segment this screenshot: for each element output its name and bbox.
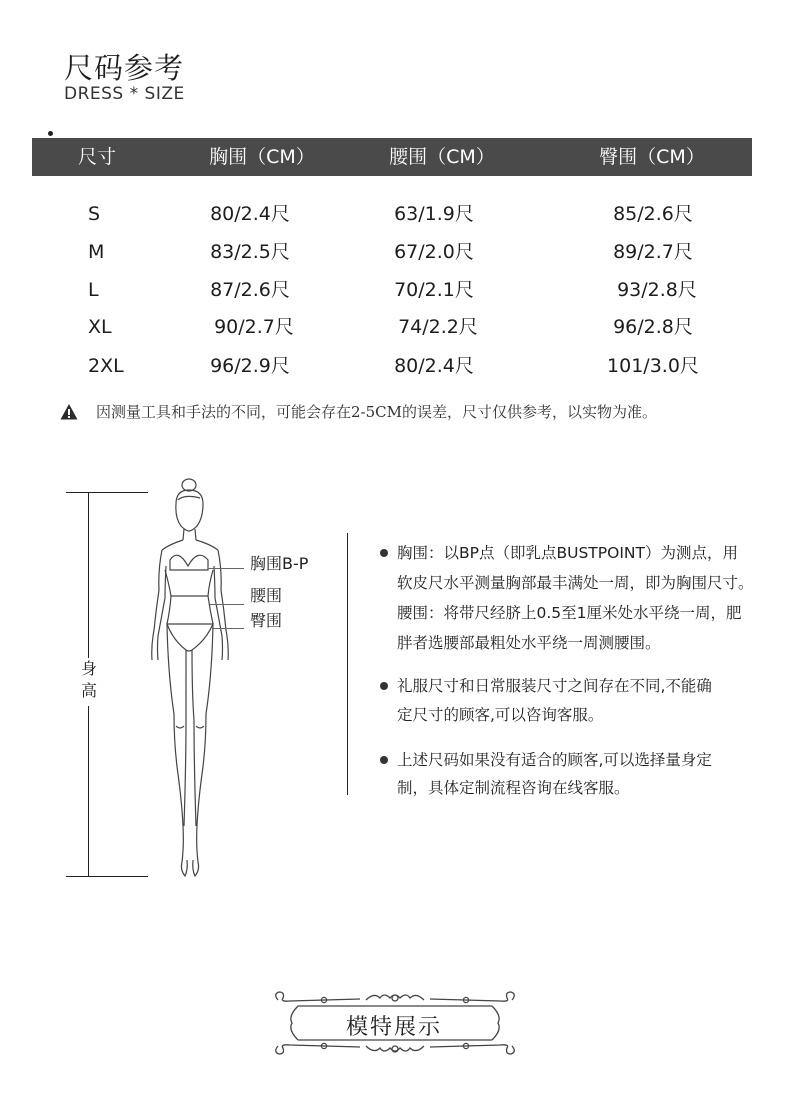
notes-divider bbox=[347, 533, 348, 795]
table-row bbox=[32, 351, 752, 381]
waist-cell: 74/2.2尺 bbox=[398, 316, 478, 338]
waist-label: 腰围 bbox=[250, 586, 283, 605]
size-cell: 2XL bbox=[88, 355, 124, 377]
table-row bbox=[32, 275, 752, 305]
bust-cell: 83/2.5尺 bbox=[210, 241, 290, 263]
column-header-hip: 臀围（CM） bbox=[599, 146, 705, 168]
waist-cell: 70/2.1尺 bbox=[394, 279, 474, 301]
table-row bbox=[32, 312, 752, 342]
note-line: 礼服尺寸和日常服装尺寸之间存在不同,不能确 bbox=[397, 677, 712, 695]
height-label: 身高 bbox=[80, 658, 98, 706]
size-cell: M bbox=[88, 241, 105, 263]
bust-cell: 80/2.4尺 bbox=[210, 203, 290, 225]
bust-cell: 87/2.6尺 bbox=[210, 279, 290, 301]
size-table-header bbox=[32, 138, 752, 176]
column-header-size: 尺寸 bbox=[77, 146, 116, 168]
hip-pointer-line bbox=[212, 628, 244, 629]
section-title: 模特展示 bbox=[345, 1015, 442, 1040]
waist-cell: 63/1.9尺 bbox=[394, 203, 474, 225]
note-line: 胸围：以BP点（即乳点BUSTPOINT）为测点，用 bbox=[397, 544, 738, 562]
measurement-notice bbox=[60, 400, 760, 424]
hip-cell: 93/2.8尺 bbox=[617, 279, 697, 301]
hip-cell: 96/2.8尺 bbox=[613, 316, 693, 338]
table-row bbox=[32, 199, 752, 229]
waist-cell: 80/2.4尺 bbox=[394, 355, 474, 377]
bullet-icon bbox=[380, 756, 388, 764]
decorative-dot bbox=[48, 131, 53, 136]
bust-cell: 96/2.9尺 bbox=[210, 355, 290, 377]
waist-pointer-line bbox=[210, 604, 244, 605]
bust-label: 胸围B-P bbox=[250, 554, 309, 573]
height-bottom-tick bbox=[66, 876, 148, 877]
page-subtitle: DRESS * SIZE bbox=[64, 84, 185, 104]
note-line: 软皮尺水平测量胸部最丰满处一周，即为胸围尺寸。 bbox=[397, 574, 754, 592]
page-title: 尺码参考 bbox=[64, 51, 185, 85]
bust-cell: 90/2.7尺 bbox=[214, 316, 294, 338]
size-cell: L bbox=[88, 279, 99, 301]
body-figure-illustration bbox=[140, 474, 260, 884]
size-cell: S bbox=[88, 203, 101, 225]
note-line: 定尺寸的顾客,可以咨询客服。 bbox=[397, 706, 604, 724]
hip-label: 臀围 bbox=[250, 611, 283, 630]
notice-text: 因测量工具和手法的不同，可能会存在2-5CM的误差，尺寸仅供参考，以实物为准。 bbox=[96, 403, 657, 421]
note-line: 胖者选腰部最粗处水平绕一周测腰围。 bbox=[397, 634, 661, 652]
warning-icon bbox=[60, 403, 78, 421]
column-header-waist: 腰围（CM） bbox=[389, 146, 495, 168]
bullet-icon bbox=[380, 682, 388, 690]
bullet-icon bbox=[380, 549, 388, 557]
waist-cell: 67/2.0尺 bbox=[394, 241, 474, 263]
hip-cell: 85/2.6尺 bbox=[613, 203, 693, 225]
bust-pointer-line bbox=[208, 568, 244, 569]
hip-cell: 89/2.7尺 bbox=[613, 241, 693, 263]
column-header-bust: 胸围（CM） bbox=[209, 146, 315, 168]
note-line: 腰围：将带尺经脐上0.5至1厘米处水平绕一周，肥 bbox=[397, 604, 742, 622]
height-top-tick bbox=[66, 492, 148, 493]
table-row bbox=[32, 237, 752, 267]
hip-cell: 101/3.0尺 bbox=[607, 355, 699, 377]
note-line: 制，具体定制流程咨询在线客服。 bbox=[397, 779, 630, 797]
note-line: 上述尺码如果没有适合的顾客,可以选择量身定 bbox=[397, 751, 712, 769]
size-cell: XL bbox=[88, 316, 112, 338]
